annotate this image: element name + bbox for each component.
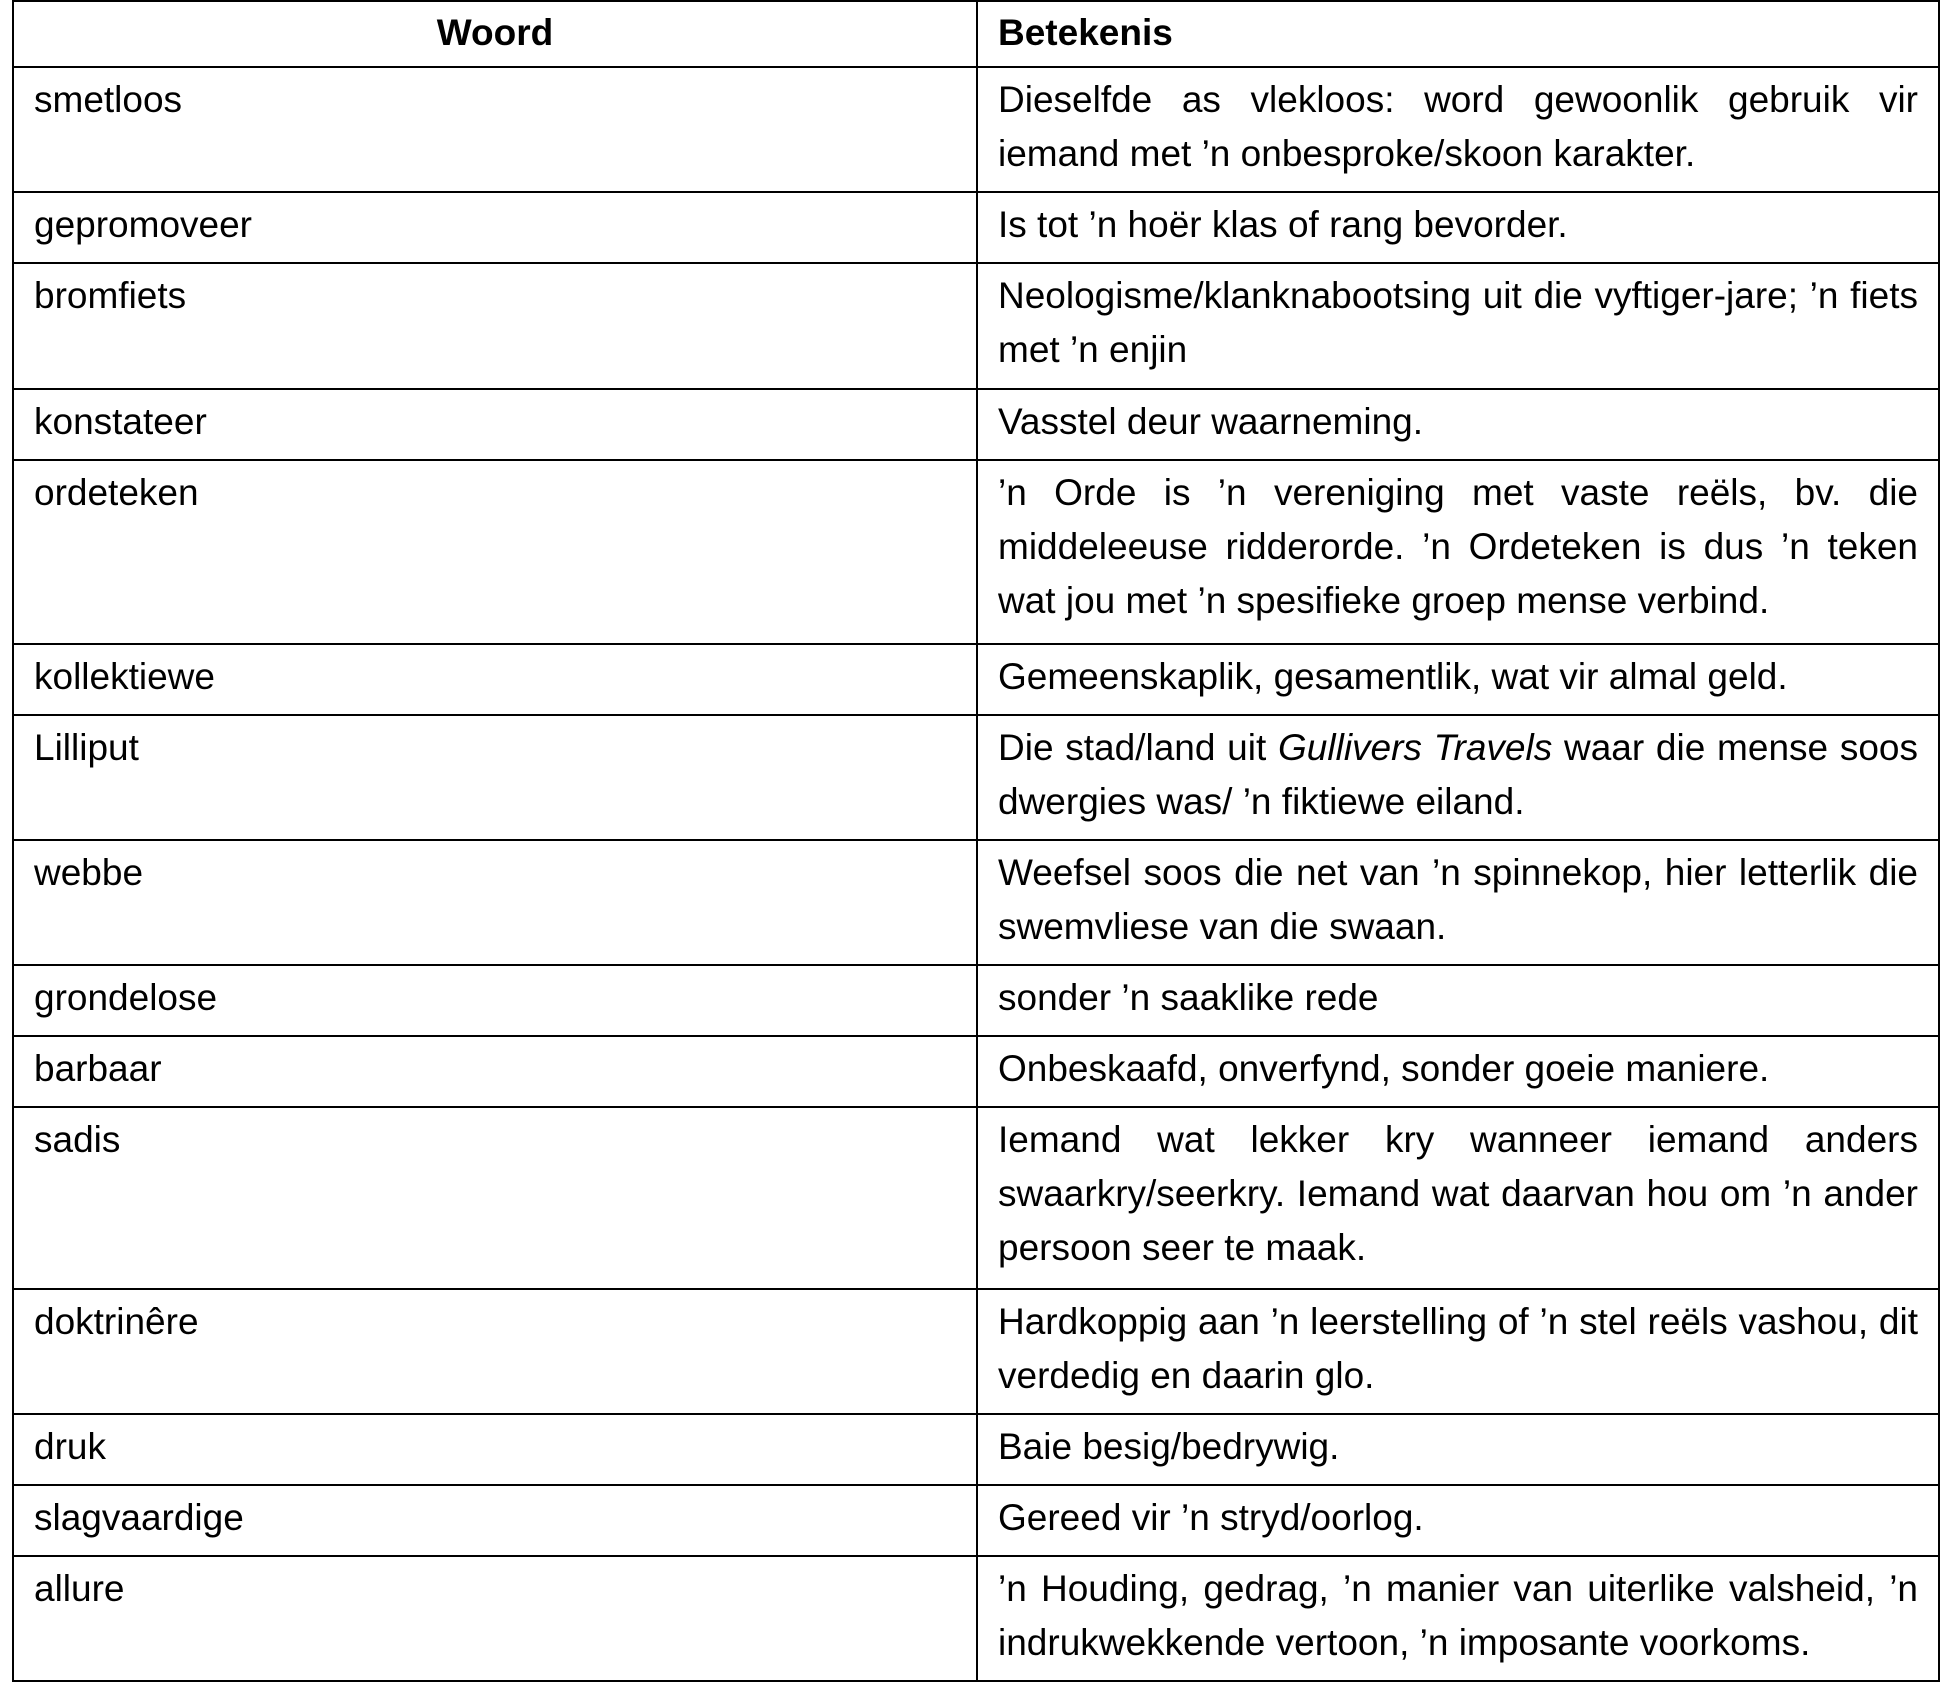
table-row: [13, 389, 1939, 460]
meaning-cell: ’n Houding, gedrag, ’n manier van uiterlike valsheid, ’n indrukwekkende vertoon, ’n imposante voorkoms.: [977, 1556, 1939, 1681]
meaning-cell: Vasstel deur waarneming.: [977, 389, 1939, 460]
meaning-cell: sonder ’n saaklike rede: [977, 965, 1939, 1036]
table-row: [13, 1107, 1939, 1289]
table-header-row: [13, 1, 1939, 67]
meaning-cell: Gereed vir ’n stryd/oorlog.: [977, 1485, 1939, 1556]
word-cell: allure: [13, 1556, 977, 1681]
word-cell: sadis: [13, 1107, 977, 1289]
table-row: [13, 1485, 1939, 1556]
word-cell: gepromoveer: [13, 192, 977, 263]
table-row: [13, 715, 1939, 840]
word-cell: druk: [13, 1414, 977, 1485]
table-row: [13, 1036, 1939, 1107]
table-row: [13, 1414, 1939, 1485]
meaning-cell: ’n Orde is ’n vereniging met vaste reëls, bv. die middeleeuse ridderorde. ’n Ordeteken is dus ’n teken wat jou met ’n spesifieke groep mense verbind.: [977, 460, 1939, 644]
word-cell: grondelose: [13, 965, 977, 1036]
meaning-column-header: Betekenis: [977, 1, 1939, 67]
table-row: [13, 1289, 1939, 1414]
word-cell: kollektiewe: [13, 644, 977, 715]
meaning-cell: Neologisme/klanknabootsing uit die vyftiger-jare; ’n fiets met ’n enjin: [977, 263, 1939, 389]
book-title: Gullivers Travels: [1278, 727, 1553, 768]
table-row: [13, 644, 1939, 715]
table-row: [13, 192, 1939, 263]
meaning-cell: Baie besig/bedrywig.: [977, 1414, 1939, 1485]
word-cell: ordeteken: [13, 460, 977, 644]
word-cell: slagvaardige: [13, 1485, 977, 1556]
meaning-cell: Dieselfde as vlekloos: word gewoonlik gebruik vir iemand met ’n onbesproke/skoon karakter.: [977, 67, 1939, 192]
vocabulary-table-container: [12, 0, 1938, 1682]
table-row: [13, 965, 1939, 1036]
meaning-cell: Hardkoppig aan ’n leerstelling of ’n stel reëls vashou, dit verdedig en daarin glo.: [977, 1289, 1939, 1414]
table-row: [13, 840, 1939, 965]
meaning-cell: Weefsel soos die net van ’n spinnekop, hier letterlik die swemvliese van die swaan.: [977, 840, 1939, 965]
word-cell: smetloos: [13, 67, 977, 192]
meaning-cell: Onbeskaafd, onverfynd, sonder goeie maniere.: [977, 1036, 1939, 1107]
meaning-cell: Gemeenskaplik, gesamentlik, wat vir almal geld.: [977, 644, 1939, 715]
meaning-cell: Iemand wat lekker kry wanneer iemand anders swaarkry/seerkry. Iemand wat daarvan hou om ’n ander persoon seer te maak.: [977, 1107, 1939, 1289]
meaning-text: waar die mense soos dwergies was/ ’n fiktiewe eiland.: [998, 727, 1919, 822]
table-row: [13, 67, 1939, 192]
word-cell: Lilliput: [13, 715, 977, 840]
word-cell: barbaar: [13, 1036, 977, 1107]
meaning-cell: Is tot ’n hoër klas of rang bevorder.: [977, 192, 1939, 263]
word-cell: doktrinêre: [13, 1289, 977, 1414]
table-row: [13, 460, 1939, 644]
word-cell: webbe: [13, 840, 977, 965]
word-cell: bromfiets: [13, 263, 977, 389]
table-row: [13, 1556, 1939, 1681]
word-column-header: Woord: [13, 1, 977, 67]
vocabulary-table: [12, 0, 1940, 1682]
meaning-cell: [977, 715, 1939, 840]
word-cell: konstateer: [13, 389, 977, 460]
meaning-text: Die stad/land uit: [998, 727, 1279, 768]
table-row: [13, 263, 1939, 389]
